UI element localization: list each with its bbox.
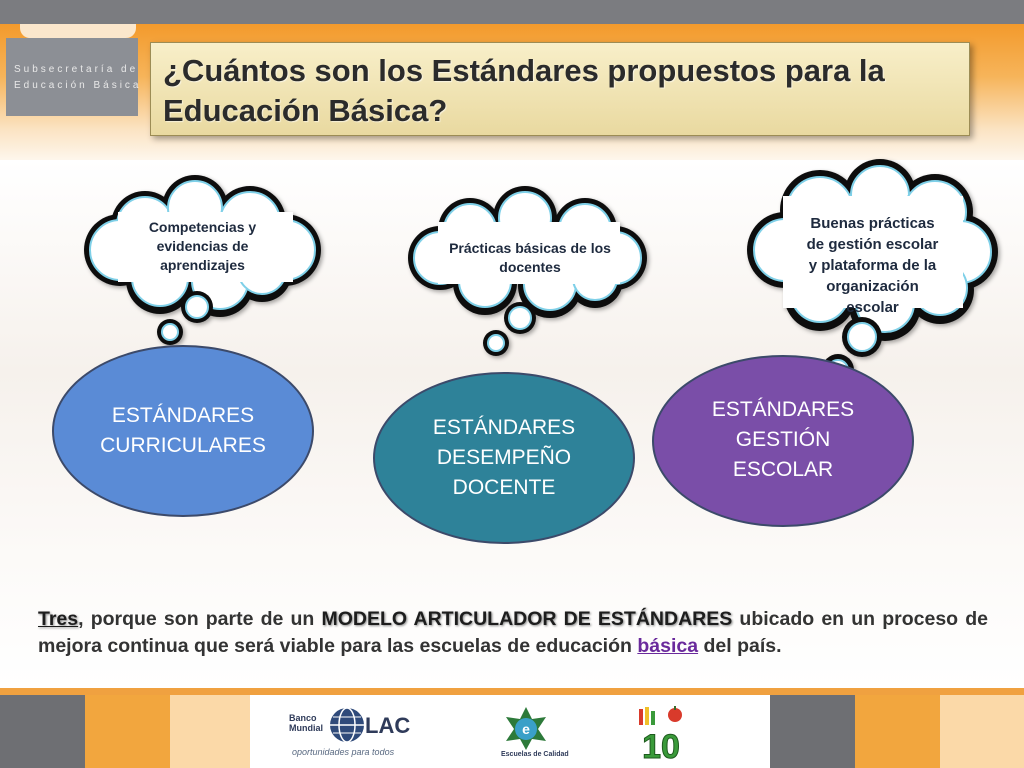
cloud-1-line-3: aprendizajes: [160, 257, 245, 273]
svg-text:e: e: [522, 721, 530, 737]
cloud-3-line-4: organización: [826, 278, 919, 295]
footer: [0, 695, 1024, 768]
escuelas-de-calidad-logo-icon: [501, 705, 551, 751]
footer-block-gray-2: [770, 695, 855, 768]
curr-line-2: CURRICULARES: [100, 434, 266, 457]
conclusion-part-3: del país.: [698, 635, 782, 657]
lac-tagline: oportunidades para todos: [292, 747, 395, 757]
ges-line-3: ESCOLAR: [732, 458, 834, 481]
escuelas-de-calidad-text: Escuelas de Calidad: [501, 751, 569, 758]
mundial-line: Mundial: [289, 723, 323, 733]
ten-logo-text: 10: [642, 728, 680, 763]
estandares-curriculares-bubble: [52, 345, 314, 517]
conclusion-paragraph: [38, 606, 988, 660]
cloud-1-line-2: evidencias de: [156, 238, 249, 254]
logo-line-2: Educación Básica: [14, 80, 142, 91]
cloud-3-line-1: Buenas prácticas: [810, 215, 935, 232]
basica-link[interactable]: básica: [637, 635, 699, 657]
footer-block-peach-1: [170, 695, 250, 768]
title-line-1: ¿Cuántos son los Estándares propuestos para la: [163, 53, 885, 88]
footer-stripe: [0, 688, 1024, 695]
logo-line-1: Subsecretaría de: [14, 64, 139, 75]
conclusion-part-1: , porque son parte de un: [78, 608, 322, 630]
footer-logos: [255, 697, 765, 767]
cloud-2-line-1: Prácticas básicas de los: [449, 240, 611, 256]
cloud-label-practicas: [430, 239, 630, 277]
footer-block-peach-2: [940, 695, 1024, 768]
cloud-3-line-5: escolar: [846, 299, 899, 316]
footer-block-orange-2: [855, 695, 940, 768]
title-line-2: Educación Básica?: [163, 93, 448, 128]
doc-line-1: ESTÁNDARES: [432, 416, 576, 439]
doc-line-3: DOCENTE: [452, 476, 556, 499]
estandares-desempeno-docente-bubble: [373, 372, 635, 544]
estandares-gestion-escolar-bubble: [652, 355, 914, 527]
lac-text: LAC: [365, 713, 411, 738]
banco-mundial-text: [289, 713, 323, 733]
footer-block-orange-1: [85, 695, 170, 768]
cloud-3-line-3: y plataforma de la: [808, 257, 937, 274]
curr-line-1: ESTÁNDARES: [111, 404, 255, 427]
banco-line: Banco: [289, 713, 317, 723]
cloud-2-line-2: docentes: [499, 259, 561, 275]
ges-line-2: GESTIÓN: [735, 428, 831, 451]
cloud-label-gestion: [780, 213, 965, 318]
doc-line-2: DESEMPEÑO: [436, 446, 572, 469]
ges-line-1: ESTÁNDARES: [711, 398, 855, 421]
cloud-3-line-2: de gestión escolar: [806, 236, 939, 253]
conclusion-part-2: ubicado en un proceso de mejora continua que será viable para las escuelas de educación: [38, 608, 988, 657]
modelo-articulador: MODELO ARTICULADOR DE ESTÁNDARES: [321, 608, 733, 630]
cloud-1-line-1: Competencias y: [148, 219, 257, 235]
ten-logo-icon: [631, 703, 691, 763]
tres-word: Tres: [38, 608, 79, 630]
cloud-label-competencias: [125, 218, 280, 275]
footer-block-gray-1: [0, 695, 85, 768]
globe-icon: [327, 705, 367, 745]
